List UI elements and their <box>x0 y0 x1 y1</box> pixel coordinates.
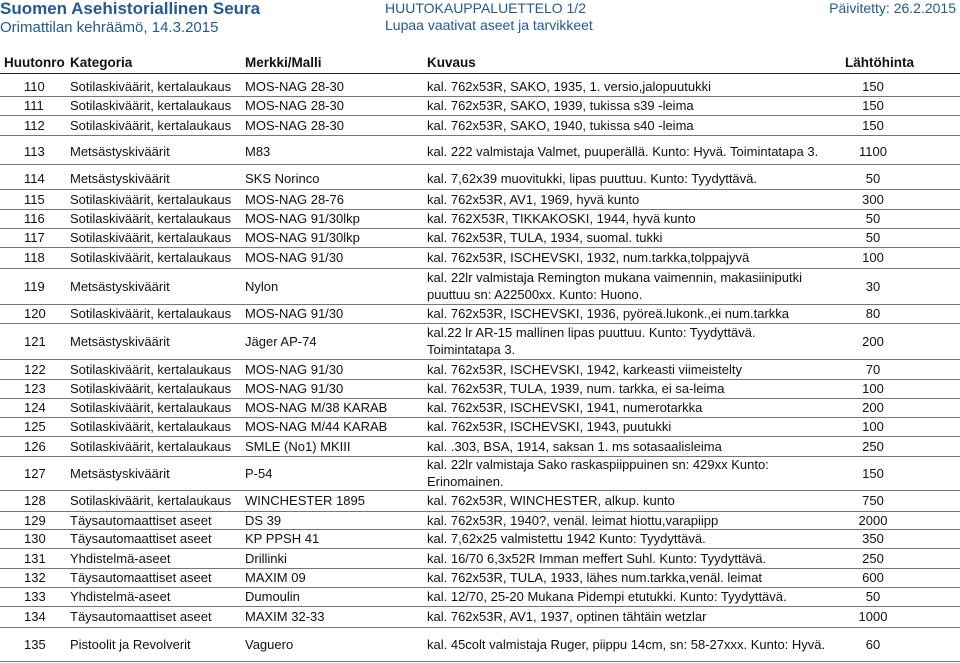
row-model: Dumoulin <box>245 589 300 604</box>
row-price: 1000 <box>858 609 888 624</box>
table-row <box>0 323 960 360</box>
row-price: 200 <box>862 400 884 415</box>
table-row <box>0 398 960 418</box>
row-description: kal. 762x53R, TULA, 1933, lähes num.tarkka,venäl. leimat <box>427 570 763 585</box>
table-row <box>0 138 960 165</box>
row-price: 2000 <box>858 512 888 528</box>
row-description: kal. 7,62x39 muovitukki, lipas puuttuu. Kunto: Tyydyttävä. <box>427 171 758 186</box>
row-description: kal. 22lr valmistaja Remington mukana vaimennin, makasiiniputki puuttuu sn: A22500xx. Kunto: Huono. <box>427 270 803 302</box>
row-model: MOS-NAG M/44 KARAB <box>245 419 388 434</box>
table-row <box>0 228 960 248</box>
row-model: SMLE (No1) MKIII <box>245 438 351 454</box>
row-category: Sotilaskiväärit, kertalaukaus <box>70 117 232 133</box>
row-price: 250 <box>862 438 884 454</box>
row-number: 119 <box>24 278 45 294</box>
row-number: 130 <box>24 531 46 546</box>
row-price: 30 <box>865 278 881 294</box>
row-category: Pistoolit ja Revolverit <box>70 636 191 652</box>
row-description: kal. 762x53R, ISCHEVSKI, 1941, numerotarkka <box>427 400 703 415</box>
row-model: Jäger AP-74 <box>245 333 317 349</box>
row-number: 111 <box>24 98 44 113</box>
row-price: 100 <box>862 250 884 265</box>
list-title: HUUTOKAUPPALUETTELO 1/2 <box>385 0 586 16</box>
row-category: Täysautomaattiset aseet <box>70 570 212 585</box>
row-number: 110 <box>24 79 45 94</box>
row-model: DS 39 <box>245 512 282 528</box>
row-model: MOS-NAG 28-30 <box>245 79 344 94</box>
row-description: kal. 762x53R, WINCHESTER, alkup. kunto <box>427 493 675 508</box>
row-description: kal. 45colt valmistaja Ruger, piippu 14cm, sn: 58-27xxx. Kunto: Hyvä. <box>427 636 826 652</box>
row-model: MOS-NAG 91/30lkp <box>245 230 360 245</box>
row-number: 121 <box>24 333 46 349</box>
row-description: kal. 12/70, 25-20 Mukana Pidempi etutukki. Kunto: Tyydyttävä. <box>427 589 787 604</box>
row-model: MOS-NAG M/38 KARAB <box>245 400 388 415</box>
column-header-no: Huutonro <box>4 55 65 70</box>
row-price: 100 <box>862 381 884 396</box>
row-model: P-54 <box>245 465 273 481</box>
row-number: 112 <box>24 117 45 133</box>
row-price: 70 <box>865 361 881 377</box>
row-category: Täysautomaattiset aseet <box>70 531 212 546</box>
row-number: 117 <box>24 230 45 245</box>
updated-date: Päivitetty: 26.2.2015 <box>829 0 956 16</box>
row-model: Drillinki <box>245 550 287 566</box>
row-price: 50 <box>865 589 881 604</box>
row-number: 127 <box>24 465 46 481</box>
row-number: 133 <box>24 589 46 604</box>
row-model: MOS-NAG 28-76 <box>245 191 344 207</box>
row-category: Metsästyskiväärit <box>70 278 170 294</box>
row-number: 125 <box>24 419 46 434</box>
table-row <box>0 359 960 380</box>
row-description: kal. 222 valmistaja Valmet, puuperällä. Kunto: Hyvä. Toimintatapa 3. <box>427 143 819 159</box>
table-row <box>0 548 960 569</box>
column-header-row <box>0 43 960 74</box>
row-category: Sotilaskiväärit, kertalaukaus <box>70 191 232 207</box>
row-model: MOS-NAG 91/30lkp <box>245 211 360 226</box>
row-category: Sotilaskiväärit, kertalaukaus <box>70 211 232 226</box>
row-number: 115 <box>24 191 45 207</box>
row-description: kal. 22lr valmistaja Sako raskaspiippuinen sn: 429xx Kunto: Erinomainen. <box>427 457 769 489</box>
row-category: Metsästyskiväärit <box>70 171 170 186</box>
table-row <box>0 456 960 491</box>
row-price: 150 <box>862 117 884 133</box>
table-row <box>0 77 960 97</box>
row-price: 300 <box>862 191 884 207</box>
row-number: 120 <box>24 306 46 321</box>
row-category: Sotilaskiväärit, kertalaukaus <box>70 493 232 508</box>
row-category: Metsästyskiväärit <box>70 465 170 481</box>
row-number: 132 <box>24 570 46 585</box>
row-category: Yhdistelmä-aseet <box>70 589 171 604</box>
row-price: 50 <box>865 171 881 186</box>
row-category: Täysautomaattiset aseet <box>70 512 212 528</box>
row-price: 100 <box>862 419 884 434</box>
row-number: 123 <box>24 381 46 396</box>
row-model: MOS-NAG 28-30 <box>245 98 344 113</box>
table-row <box>0 96 960 116</box>
table-row <box>0 115 960 136</box>
row-price: 350 <box>862 531 884 546</box>
row-number: 131 <box>24 550 46 566</box>
row-model: MOS-NAG 91/30 <box>245 306 344 321</box>
row-description: kal. 762x53R, SAKO, 1935, 1. versio,jalopuutukki <box>427 79 711 94</box>
row-description: kal. 16/70 6,3x52R Imman meffert Suhl. Kunto: Tyydyttävä. <box>427 550 767 566</box>
row-model: Nylon <box>245 278 279 294</box>
row-category: Täysautomaattiset aseet <box>70 609 212 624</box>
row-price: 50 <box>865 211 881 226</box>
table-row <box>0 209 960 229</box>
row-number: 118 <box>24 250 45 265</box>
row-category: Sotilaskiväärit, kertalaukaus <box>70 400 232 415</box>
row-model: KP PPSH 41 <box>245 531 320 546</box>
list-subtitle: Lupaa vaativat aseet ja tarvikkeet <box>385 17 593 33</box>
table-row <box>0 417 960 437</box>
row-description: kal. 762x53R, TULA, 1939, num. tarkka, ei sa-leima <box>427 381 725 396</box>
event-place-date: Orimattilan kehräämö, 14.3.2015 <box>0 19 219 36</box>
row-price: 1100 <box>859 143 887 159</box>
row-description: kal. 7,62x25 valmistettu 1942 Kunto: Tyydyttävä. <box>427 531 706 546</box>
row-price: 150 <box>862 98 884 113</box>
table-row <box>0 568 960 588</box>
row-category: Sotilaskiväärit, kertalaukaus <box>70 250 232 265</box>
column-header-model: Merkki/Malli <box>245 55 322 70</box>
column-header-description: Kuvaus <box>427 55 476 70</box>
table-row <box>0 436 960 457</box>
row-category: Sotilaskiväärit, kertalaukaus <box>70 230 232 245</box>
table-row <box>0 490 960 512</box>
table-row <box>0 247 960 269</box>
row-number: 134 <box>24 609 46 624</box>
row-number: 128 <box>24 493 46 508</box>
table-row <box>0 587 960 607</box>
row-description: kal. 762x53R, ISCHEVSKI, 1936, pyöreä.lukonk.,ei num.tarkka <box>427 306 790 321</box>
row-model: Vaguero <box>245 636 294 652</box>
row-model: MAXIM 32-33 <box>245 609 325 624</box>
organization-name: Suomen Asehistoriallinen Seura <box>0 0 261 18</box>
row-category: Sotilaskiväärit, kertalaukaus <box>70 381 232 396</box>
row-price: 50 <box>865 230 881 245</box>
row-category: Sotilaskiväärit, kertalaukaus <box>70 98 232 113</box>
table-row <box>0 168 960 190</box>
row-number: 124 <box>24 400 46 415</box>
table-row <box>0 627 960 662</box>
row-description: kal. 762x53R, ISCHEVSKI, 1932, num.tarkka,tolppajyvä <box>427 250 750 265</box>
row-description: kal. 762x53R, ISCHEVSKI, 1943, puutukki <box>427 419 672 434</box>
table-row <box>0 511 960 530</box>
row-model: M83 <box>245 143 271 159</box>
row-model: MOS-NAG 91/30 <box>245 250 344 265</box>
row-description: kal. 762x53R, ISCHEVSKI, 1942, karkeasti viimeistelty <box>427 361 743 377</box>
row-description: kal. 762x53R, AV1, 1969, hyvä kunto <box>427 191 640 207</box>
row-description: kal. 762x53R, SAKO, 1939, tukissa s39 -leima <box>427 98 694 113</box>
row-description: kal.22 lr AR-15 mallinen lipas puuttuu. Kunto: Tyydyttävä. Toimintatapa 3. <box>427 325 756 357</box>
row-description: kal. 762x53R, SAKO, 1940, tukissa s40 -leima <box>427 117 694 133</box>
row-number: 116 <box>24 211 45 226</box>
row-description: kal. 762x53R, 1940?, venäl. leimat hiottu,varapiipp <box>427 512 719 528</box>
column-header-price: Lähtöhinta <box>845 55 914 70</box>
row-number: 113 <box>24 143 45 159</box>
row-description: kal. 762x53R, TULA, 1934, suomal. tukki <box>427 230 663 245</box>
row-category: Metsästyskiväärit <box>70 143 170 159</box>
row-number: 129 <box>24 512 46 528</box>
row-category: Sotilaskiväärit, kertalaukaus <box>70 306 232 321</box>
row-price: 600 <box>862 570 884 585</box>
table-row <box>0 529 960 549</box>
row-category: Sotilaskiväärit, kertalaukaus <box>70 419 232 434</box>
table-row <box>0 189 960 210</box>
row-category: Sotilaskiväärit, kertalaukaus <box>70 361 232 377</box>
row-price: 60 <box>865 636 881 652</box>
table-row <box>0 268 960 305</box>
table-row <box>0 304 960 324</box>
row-price: 150 <box>862 79 884 94</box>
row-model: MOS-NAG 91/30 <box>245 361 344 377</box>
row-category: Sotilaskiväärit, kertalaukaus <box>70 438 232 454</box>
column-header-category: Kategoria <box>70 55 133 70</box>
row-category: Metsästyskiväärit <box>70 333 170 349</box>
row-model: MOS-NAG 28-30 <box>245 117 344 133</box>
row-number: 126 <box>24 438 46 454</box>
row-model: WINCHESTER 1895 <box>245 493 365 508</box>
row-number: 122 <box>24 361 46 377</box>
row-price: 750 <box>862 493 884 508</box>
row-model: SKS Norinco <box>245 171 320 186</box>
row-price: 250 <box>862 550 884 566</box>
table-row <box>0 379 960 399</box>
row-number: 135 <box>24 636 46 652</box>
row-price: 200 <box>862 333 884 349</box>
row-model: MAXIM 09 <box>245 570 306 585</box>
row-price: 150 <box>862 465 884 481</box>
row-category: Yhdistelmä-aseet <box>70 550 171 566</box>
row-category: Sotilaskiväärit, kertalaukaus <box>70 79 232 94</box>
row-model: MOS-NAG 91/30 <box>245 381 344 396</box>
row-description: kal. 762x53R, AV1, 1937, optinen tähtäin wetzlar <box>427 609 707 624</box>
row-description: kal. 762X53R, TIKKAKOSKI, 1944, hyvä kunto <box>427 211 696 226</box>
row-description: kal. .303, BSA, 1914, saksan 1. ms sotasaalisleima <box>427 438 722 454</box>
row-number: 114 <box>24 171 45 186</box>
table-row <box>0 606 960 628</box>
row-price: 80 <box>865 306 881 321</box>
